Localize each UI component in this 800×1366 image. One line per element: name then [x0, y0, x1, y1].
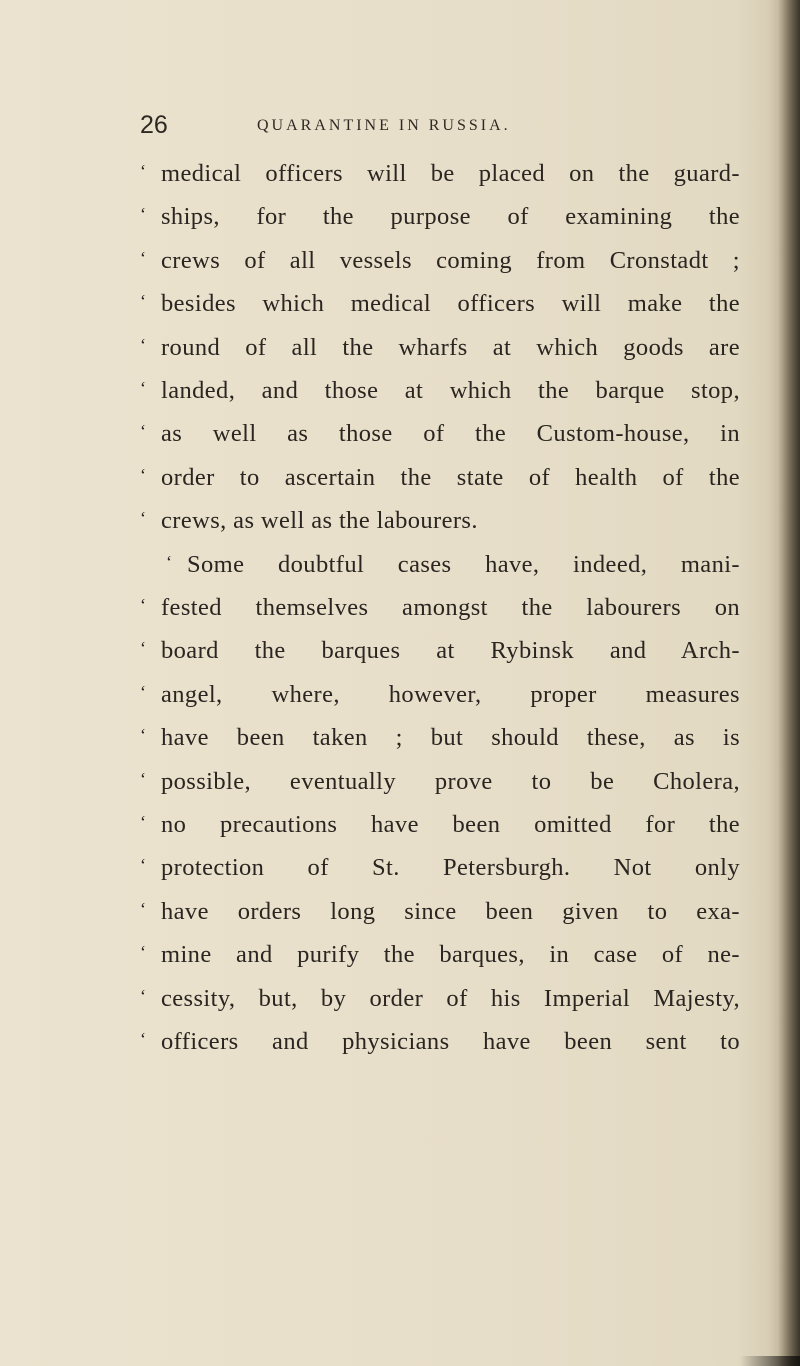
quote-mark: ‘ — [140, 247, 147, 268]
page-header — [140, 110, 760, 140]
line-text: Some doubtful cases have, indeed, mani- — [187, 550, 740, 578]
page-gutter-shadow — [778, 0, 800, 1366]
text-line — [140, 588, 740, 622]
text-line — [140, 979, 740, 1013]
quote-mark: ‘ — [140, 812, 147, 832]
text-line — [140, 631, 740, 665]
line-text: order to ascertain the state of health of the — [161, 463, 740, 491]
line-text: fested themselves amongst the labourers on — [161, 594, 740, 621]
line-text: angel, where, however, proper measures — [161, 680, 740, 708]
text-line — [140, 718, 740, 752]
text-line — [166, 545, 740, 579]
text-line — [140, 675, 740, 709]
quote-mark: ‘ — [140, 768, 147, 789]
line-text: no precautions have been omitted for the — [161, 811, 740, 838]
page-corner-shadow — [740, 1356, 800, 1366]
quote-mark: ‘ — [140, 942, 147, 963]
text-line — [140, 1022, 740, 1056]
text-line — [140, 762, 740, 796]
line-text: board the barques at Rybinsk and Arch- — [161, 637, 740, 665]
quote-mark: ‘ — [140, 595, 147, 615]
text-line — [140, 414, 740, 448]
text-line — [140, 458, 740, 492]
line-text: officers and physicians have been sent to — [161, 1028, 740, 1055]
line-text: besides which medical officers will make the — [161, 290, 740, 318]
quote-mark: ‘ — [140, 421, 147, 442]
text-line — [140, 154, 740, 188]
text-line — [140, 848, 740, 882]
quote-mark: ‘ — [140, 725, 147, 746]
line-text: have been taken ; but should these, as is — [161, 724, 740, 752]
line-text: crews, as well as the labourers. — [161, 507, 478, 535]
quote-mark: ‘ — [140, 464, 147, 485]
line-text: possible, eventually prove to be Cholera, — [161, 767, 740, 795]
quote-mark: ‘ — [140, 1029, 147, 1049]
quote-mark: ‘ — [140, 985, 147, 1006]
line-text: have orders long since been given to exa- — [161, 897, 740, 925]
line-text: crews of all vessels coming from Cronstadt ; — [161, 246, 740, 274]
line-text: landed, and those at which the barque stop, — [161, 377, 740, 404]
quote-mark: ‘ — [140, 334, 147, 355]
quote-mark: ‘ — [140, 291, 147, 312]
quote-mark: ‘ — [140, 681, 147, 702]
line-text: mine and purify the barques, in case of ne- — [161, 941, 740, 969]
line-text: protection of St. Petersburgh. Not only — [161, 854, 740, 882]
text-line — [140, 328, 740, 362]
text-line — [140, 501, 740, 535]
quote-mark: ‘ — [140, 638, 147, 659]
quote-mark: ‘ — [140, 204, 147, 225]
text-line — [140, 371, 740, 405]
quote-mark: ‘ — [140, 378, 147, 398]
quote-mark: ‘ — [140, 855, 147, 876]
text-line — [140, 892, 740, 926]
page-number: 26 — [140, 111, 168, 139]
quote-mark: ‘ — [140, 161, 147, 181]
quote-mark: ‘ — [140, 508, 147, 529]
line-text: round of all the wharfs at which goods are — [161, 333, 740, 361]
line-text: ships, for the purpose of examining the — [161, 203, 740, 231]
text-line — [140, 284, 740, 318]
text-line — [140, 241, 740, 275]
line-text: cessity, but, by order of his Imperial Majesty, — [161, 984, 740, 1012]
text-line — [140, 805, 740, 839]
text-line — [140, 935, 740, 969]
running-title: QUARANTINE IN RUSSIA. — [257, 117, 511, 134]
quote-mark: ‘ — [140, 898, 147, 919]
line-text: as well as those of the Custom-house, in — [161, 420, 740, 448]
quote-mark: ‘ — [166, 551, 173, 572]
text-line — [140, 197, 740, 231]
line-text: medical officers will be placed on the guard- — [161, 160, 740, 187]
